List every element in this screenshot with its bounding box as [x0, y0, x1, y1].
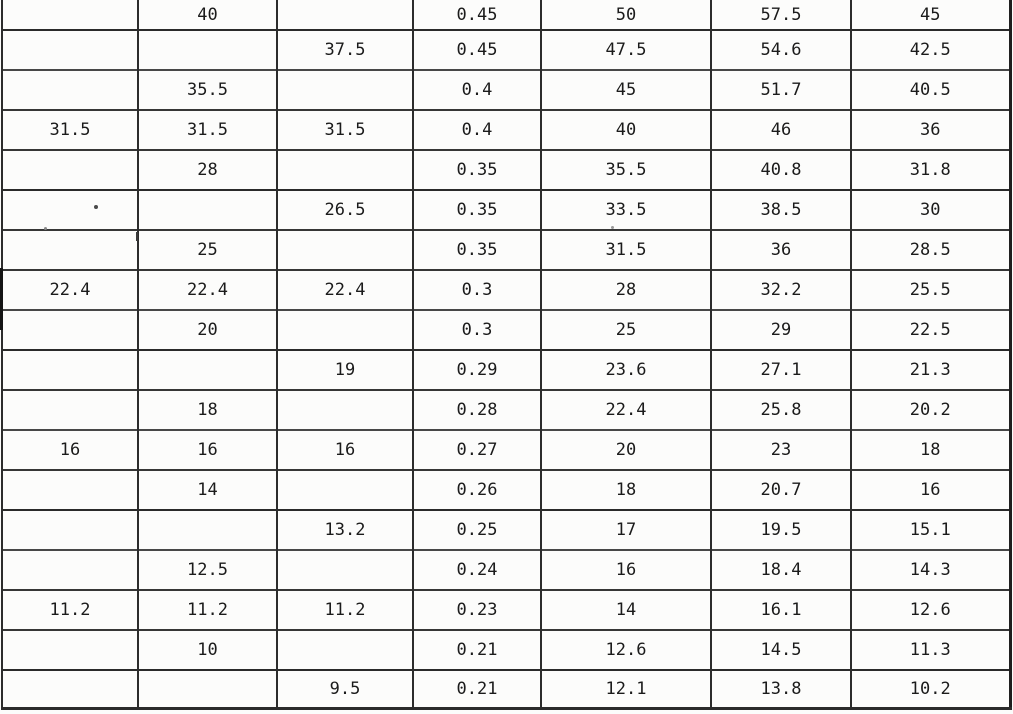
table-cell [2, 70, 138, 110]
table-cell: 50 [541, 0, 711, 30]
table-row [2, 190, 1010, 230]
table-cell [277, 470, 413, 510]
table-cell: 13.2 [277, 510, 413, 550]
table-cell: 31.5 [138, 110, 277, 150]
table-row [2, 430, 1010, 470]
table-cell: 37.5 [277, 30, 413, 70]
table-cell: 0.27 [413, 430, 541, 470]
table-cell: 0.45 [413, 0, 541, 30]
table-cell: 18.4 [711, 550, 851, 590]
table-cell: 35.5 [541, 150, 711, 190]
table-row [2, 630, 1010, 670]
table-cell [277, 150, 413, 190]
table-cell: 0.25 [413, 510, 541, 550]
table-cell [2, 30, 138, 70]
table-cell [2, 0, 138, 30]
table-cell: 0.3 [413, 310, 541, 350]
table-row [2, 270, 1010, 310]
table-body [2, 0, 1010, 708]
table-cell [2, 470, 138, 510]
table-row [2, 670, 1010, 708]
table-row [2, 110, 1010, 150]
table-cell [138, 190, 277, 230]
table-cell: 31.5 [2, 110, 138, 150]
table-cell: 13.8 [711, 670, 851, 708]
table-cell: 22.4 [277, 270, 413, 310]
table-row [2, 390, 1010, 430]
table-cell [277, 630, 413, 670]
table-cell: 11.2 [138, 590, 277, 630]
table-cell: 0.4 [413, 70, 541, 110]
table-cell [277, 390, 413, 430]
table-cell: 0.45 [413, 30, 541, 70]
table-cell: 28.5 [851, 230, 1010, 270]
table-cell: 16 [2, 430, 138, 470]
table-row [2, 150, 1010, 190]
table-cell: 11.2 [2, 590, 138, 630]
table-cell: 16 [138, 430, 277, 470]
table-cell: 27.1 [711, 350, 851, 390]
gridline-overshoot-artifact [136, 232, 138, 241]
table-cell: 18 [851, 430, 1010, 470]
table-cell [277, 0, 413, 30]
table-cell: 0.21 [413, 670, 541, 708]
table-cell: 46 [711, 110, 851, 150]
table-cell: 31.8 [851, 150, 1010, 190]
table-cell: 0.26 [413, 470, 541, 510]
table-row [2, 310, 1010, 350]
table-cell: 36 [711, 230, 851, 270]
table-cell: 21.3 [851, 350, 1010, 390]
table-cell: 32.2 [711, 270, 851, 310]
table-cell: 12.6 [851, 590, 1010, 630]
table-cell: 12.1 [541, 670, 711, 708]
table-cell: 40 [138, 0, 277, 30]
table-cell: 40 [541, 110, 711, 150]
table-row [2, 470, 1010, 510]
table-cell [138, 350, 277, 390]
table-cell: 0.3 [413, 270, 541, 310]
table-cell: 0.28 [413, 390, 541, 430]
table-cell: 20.2 [851, 390, 1010, 430]
table-row [2, 30, 1010, 70]
table-cell: 28 [138, 150, 277, 190]
table-cell: 38.5 [711, 190, 851, 230]
table-cell [2, 510, 138, 550]
table-cell [277, 70, 413, 110]
table-cell: 25.8 [711, 390, 851, 430]
left-edge-ink-blot [0, 268, 3, 330]
table-cell [138, 510, 277, 550]
table-cell: 16 [541, 550, 711, 590]
table-cell: 23 [711, 430, 851, 470]
table-cell: 22.4 [2, 270, 138, 310]
table-cell: 57.5 [711, 0, 851, 30]
table-cell: 22.5 [851, 310, 1010, 350]
table-cell [2, 150, 138, 190]
table-row [2, 350, 1010, 390]
table-row [2, 510, 1010, 550]
table-cell: 45 [541, 70, 711, 110]
table-cell: 51.7 [711, 70, 851, 110]
table-cell [2, 550, 138, 590]
table-cell: 16.1 [711, 590, 851, 630]
table-cell: 20.7 [711, 470, 851, 510]
table-cell: 9.5 [277, 670, 413, 708]
table-cell: 11.3 [851, 630, 1010, 670]
table-cell: 14 [138, 470, 277, 510]
table-cell: 20 [541, 430, 711, 470]
table-cell: 25.5 [851, 270, 1010, 310]
table-cell: 0.21 [413, 630, 541, 670]
table-cell: 31.5 [277, 110, 413, 150]
table-cell [2, 390, 138, 430]
table-row [2, 70, 1010, 110]
table-cell: 0.4 [413, 110, 541, 150]
table-cell: 42.5 [851, 30, 1010, 70]
table-cell: 28 [541, 270, 711, 310]
table-cell: 19.5 [711, 510, 851, 550]
table-cell: 23.6 [541, 350, 711, 390]
table-row [2, 0, 1010, 30]
table-cell [277, 310, 413, 350]
table-cell: 29 [711, 310, 851, 350]
scan-speck [611, 226, 614, 229]
table-cell: 40.8 [711, 150, 851, 190]
scan-speck [44, 227, 47, 230]
table-cell [2, 630, 138, 670]
table-cell: 45 [851, 0, 1010, 30]
table-cell [2, 310, 138, 350]
table-cell [2, 670, 138, 708]
table-row [2, 550, 1010, 590]
table-cell [2, 190, 138, 230]
table-cell [277, 550, 413, 590]
table-cell: 11.2 [277, 590, 413, 630]
table-cell: 16 [851, 470, 1010, 510]
table-cell: 25 [138, 230, 277, 270]
table-cell: 35.5 [138, 70, 277, 110]
table-cell: 22.4 [138, 270, 277, 310]
table-cell: 18 [138, 390, 277, 430]
table-cell: 15.1 [851, 510, 1010, 550]
table-cell [2, 230, 138, 270]
table-cell: 40.5 [851, 70, 1010, 110]
table-cell: 30 [851, 190, 1010, 230]
table-cell: 17 [541, 510, 711, 550]
table-cell: 0.29 [413, 350, 541, 390]
table-cell: 0.35 [413, 190, 541, 230]
table-cell: 16 [277, 430, 413, 470]
table-cell: 10.2 [851, 670, 1010, 708]
table-cell: 14.5 [711, 630, 851, 670]
table-cell: 10 [138, 630, 277, 670]
table-cell: 12.5 [138, 550, 277, 590]
table-cell: 31.5 [541, 230, 711, 270]
table-cell [277, 230, 413, 270]
table-cell [2, 350, 138, 390]
table-cell: 47.5 [541, 30, 711, 70]
table-cell: 20 [138, 310, 277, 350]
table-cell: 0.23 [413, 590, 541, 630]
table-cell: 22.4 [541, 390, 711, 430]
table-row [2, 590, 1010, 630]
scan-speck [94, 205, 98, 209]
table-cell [138, 30, 277, 70]
table-cell: 19 [277, 350, 413, 390]
table-cell: 33.5 [541, 190, 711, 230]
table-row [2, 230, 1010, 270]
data-table [1, 0, 1012, 710]
table-cell: 54.6 [711, 30, 851, 70]
table-cell [138, 670, 277, 708]
table-cell: 36 [851, 110, 1010, 150]
table-cell: 25 [541, 310, 711, 350]
table-cell: 14 [541, 590, 711, 630]
table-cell: 26.5 [277, 190, 413, 230]
table-cell: 0.35 [413, 150, 541, 190]
table-cell: 12.6 [541, 630, 711, 670]
table-cell: 18 [541, 470, 711, 510]
table-cell: 14.3 [851, 550, 1010, 590]
table-cell: 0.24 [413, 550, 541, 590]
table-cell: 0.35 [413, 230, 541, 270]
